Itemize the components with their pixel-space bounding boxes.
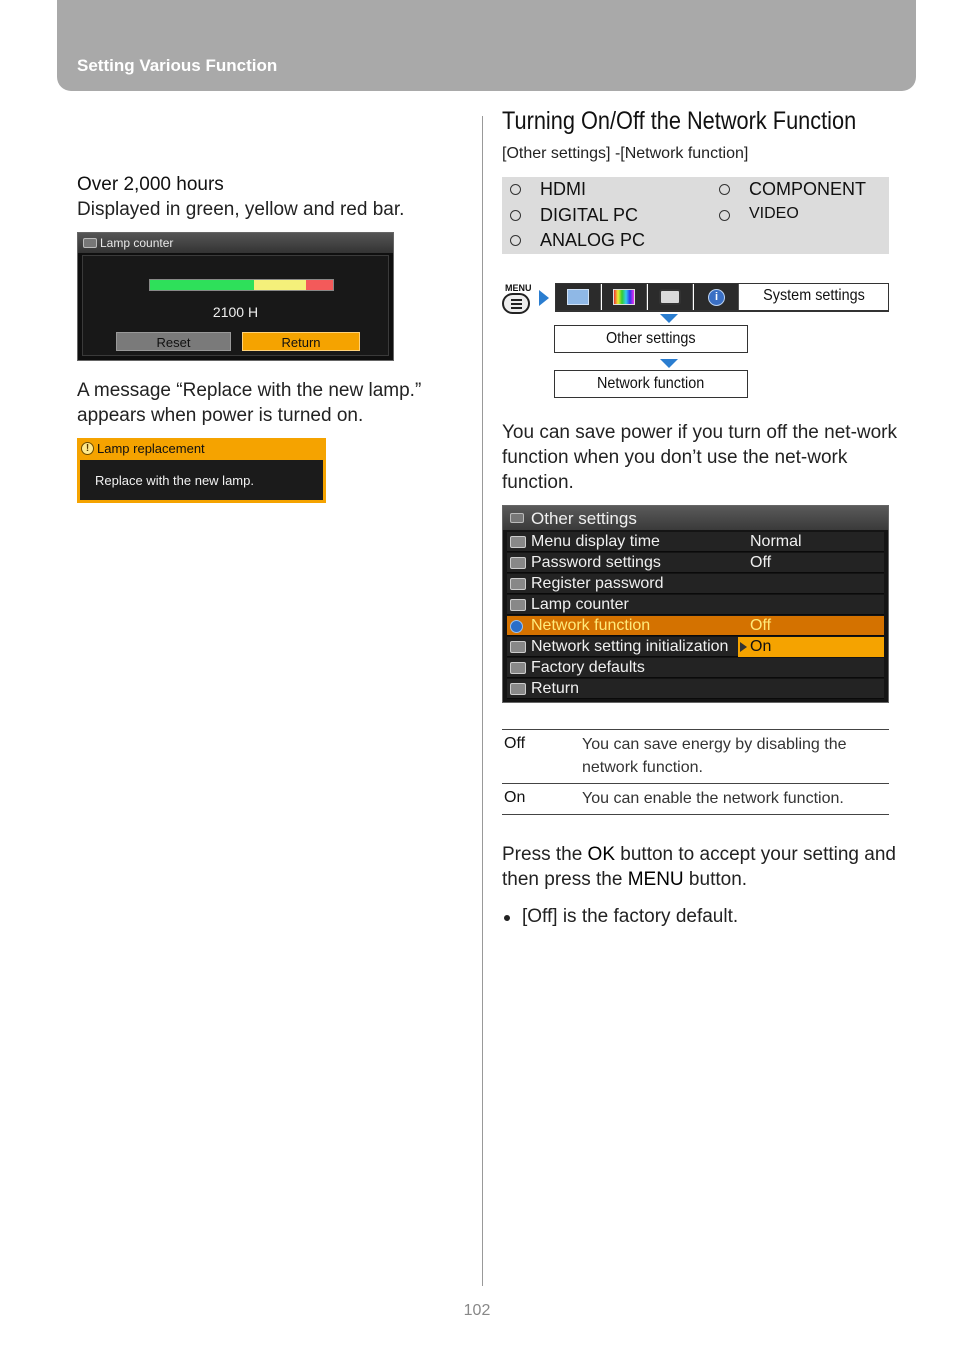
lamp-hours-value: 2100 H (212, 304, 259, 320)
menu-row-network-function[interactable]: Network function Off (507, 616, 884, 636)
other-settings-title: Other settings (531, 509, 637, 528)
lamp-replacement-body (80, 460, 323, 500)
hours-subtext: Displayed in green, yellow and red bar. (77, 199, 405, 220)
info-icon: i (708, 289, 725, 306)
tab-label-system-settings: System settings (763, 287, 865, 304)
option-on-selected[interactable]: On (738, 637, 884, 657)
password-icon (510, 557, 526, 569)
table-row (502, 784, 889, 815)
menu-tab-bar (555, 283, 889, 312)
page-number: 102 (463, 1302, 491, 1319)
settings-icon (510, 513, 524, 523)
menu-row-network-setting-initialization[interactable]: Network setting initialization On (507, 637, 884, 657)
menu-path: [Other settings] -[Network function] (502, 145, 749, 162)
radio-circle-icon (510, 210, 521, 221)
arrow-right-icon (740, 642, 747, 652)
lamp-counter-panel (82, 255, 389, 356)
header-title: Setting Various Function (77, 56, 278, 75)
option-desc-on: You can enable the network function. (582, 790, 844, 807)
option-key-on: On (504, 789, 526, 806)
bullet-icon (504, 915, 510, 921)
bar-yellow-segment (254, 280, 305, 290)
option-desc-off: You can save energy by disabling the network function. (582, 736, 847, 776)
lamp-replacement-screen (77, 438, 326, 503)
lamp-replacement-message: Replace with the new lamp. (95, 473, 254, 488)
clock-icon (510, 536, 526, 548)
globe-icon (510, 620, 523, 633)
hours-heading: Over 2,000 hours (77, 174, 224, 195)
input-signal-box: HDMI DIGITAL PC ANALOG PC COMPONENT VIDEO (502, 177, 889, 254)
lamp-counter-titlebar (78, 233, 393, 253)
ok-key-label: OK (587, 844, 615, 865)
arrow-right-icon (539, 290, 549, 306)
tab-system-settings[interactable] (648, 284, 693, 310)
radio-circle-icon (719, 210, 730, 221)
factory-icon (510, 662, 526, 674)
menu-key-label: MENU (627, 869, 684, 890)
tab-color-adjustment[interactable] (602, 284, 647, 310)
lamp-icon (83, 238, 97, 248)
press-instructions: Press the OK button to accept your setting and then press the MENU button. (502, 844, 896, 890)
register-icon (510, 578, 526, 590)
reset-button[interactable]: Reset (116, 332, 231, 351)
lamp-icon (510, 599, 526, 611)
path-network-function: Network function (554, 370, 748, 398)
return-button[interactable]: Return (242, 332, 360, 351)
menu-row-lamp-counter[interactable]: Lamp counter (507, 595, 884, 615)
bar-green-segment (150, 280, 254, 290)
return-icon (510, 683, 526, 695)
radio-circle-icon (510, 235, 521, 246)
option-table (502, 729, 889, 815)
section-title: Turning On/Off the Network Function (502, 107, 857, 135)
menu-row-return[interactable]: Return (507, 679, 884, 699)
arrow-down-icon (660, 314, 678, 323)
color-bars-icon (613, 289, 635, 305)
other-settings-titlebar (503, 506, 888, 530)
network-icon (510, 641, 526, 653)
menu-row-menu-display-time[interactable]: Menu display time Normal (507, 532, 884, 552)
path-other-settings: Other settings (554, 325, 748, 353)
lamp-counter-title: Lamp counter (100, 236, 174, 250)
radio-circle-icon (510, 184, 521, 195)
warning-icon: ! (81, 442, 94, 455)
network-description: You can save power if you turn off the net-work function when you don’t use the net-work function. (502, 422, 898, 493)
lamp-usage-bar (149, 279, 334, 291)
page-header (57, 0, 916, 91)
menu-navigation-diagram (500, 281, 890, 401)
menu-row-factory-defaults[interactable]: Factory defaults (507, 658, 884, 678)
other-settings-screen (502, 505, 889, 703)
option-key-off: Off (504, 735, 526, 752)
tab-image-adjustment[interactable] (556, 284, 601, 310)
menu-row-register-password[interactable]: Register password (507, 574, 884, 594)
factory-default-note: [Off] is the factory default. (502, 904, 718, 929)
screen-icon (567, 289, 589, 305)
table-row (502, 730, 889, 784)
arrow-down-icon (660, 359, 678, 368)
radio-circle-icon (719, 184, 730, 195)
bar-red-segment (306, 280, 333, 290)
lamp-replacement-title: Lamp replacement (97, 441, 205, 456)
tab-information[interactable] (694, 284, 739, 310)
menu-button-icon: MENU (500, 283, 534, 315)
lamp-message-text: A message “Replace with the new lamp.” appears when power is turned on. (77, 380, 422, 426)
column-divider (482, 116, 483, 1286)
projector-icon (659, 289, 681, 305)
lamp-counter-screen (77, 232, 394, 361)
menu-row-password-settings[interactable]: Password settings Off (507, 553, 884, 573)
